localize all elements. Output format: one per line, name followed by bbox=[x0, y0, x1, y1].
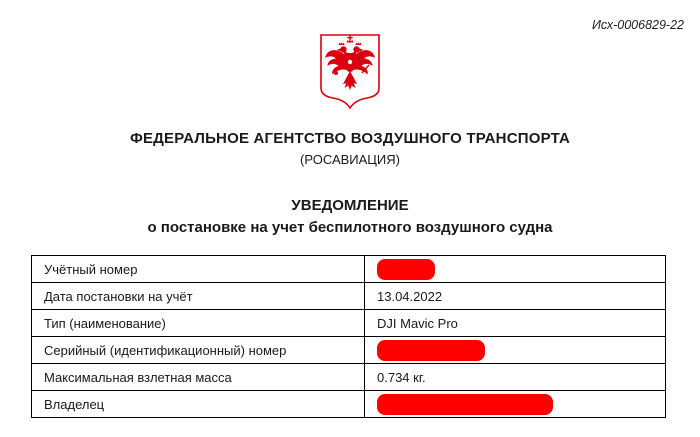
document-subtitle: о постановке на учет беспилотного воздушного судна bbox=[147, 219, 553, 236]
row-value bbox=[365, 256, 666, 283]
table-row bbox=[32, 364, 666, 391]
redaction-block bbox=[377, 340, 485, 361]
document-title: УВЕДОМЛЕНИЕ bbox=[291, 197, 409, 214]
row-value: 13.04.2022 bbox=[365, 283, 666, 310]
table-row bbox=[32, 310, 666, 337]
table-row bbox=[32, 256, 666, 283]
agency-name-heading: ФЕДЕРАЛЬНОЕ АГЕНТСТВО ВОЗДУШНОГО ТРАНСПОРТА bbox=[129, 130, 571, 147]
row-value: 0.734 кг. bbox=[365, 364, 666, 391]
redaction-block bbox=[377, 259, 435, 280]
table-row bbox=[32, 391, 666, 418]
agency-short-name: (РОСАВИАЦИЯ) bbox=[300, 152, 400, 167]
row-value bbox=[365, 337, 666, 364]
row-label: Владелец bbox=[32, 391, 365, 418]
row-label: Учётный номер bbox=[32, 256, 365, 283]
row-label: Максимальная взлетная масса bbox=[32, 364, 365, 391]
row-label: Дата постановки на учёт bbox=[32, 283, 365, 310]
russian-coat-of-arms-icon bbox=[318, 32, 382, 112]
row-label: Серийный (идентификационный) номер bbox=[32, 337, 365, 364]
outgoing-reference-number: Исх-0006829-22 bbox=[591, 18, 684, 32]
table-row bbox=[32, 283, 666, 310]
row-label: Тип (наименование) bbox=[32, 310, 365, 337]
registration-table bbox=[31, 255, 666, 418]
redaction-block bbox=[377, 394, 553, 415]
row-value bbox=[365, 391, 666, 418]
registration-table-body bbox=[32, 256, 666, 418]
table-row bbox=[32, 337, 666, 364]
row-value: DJI Mavic Pro bbox=[365, 310, 666, 337]
